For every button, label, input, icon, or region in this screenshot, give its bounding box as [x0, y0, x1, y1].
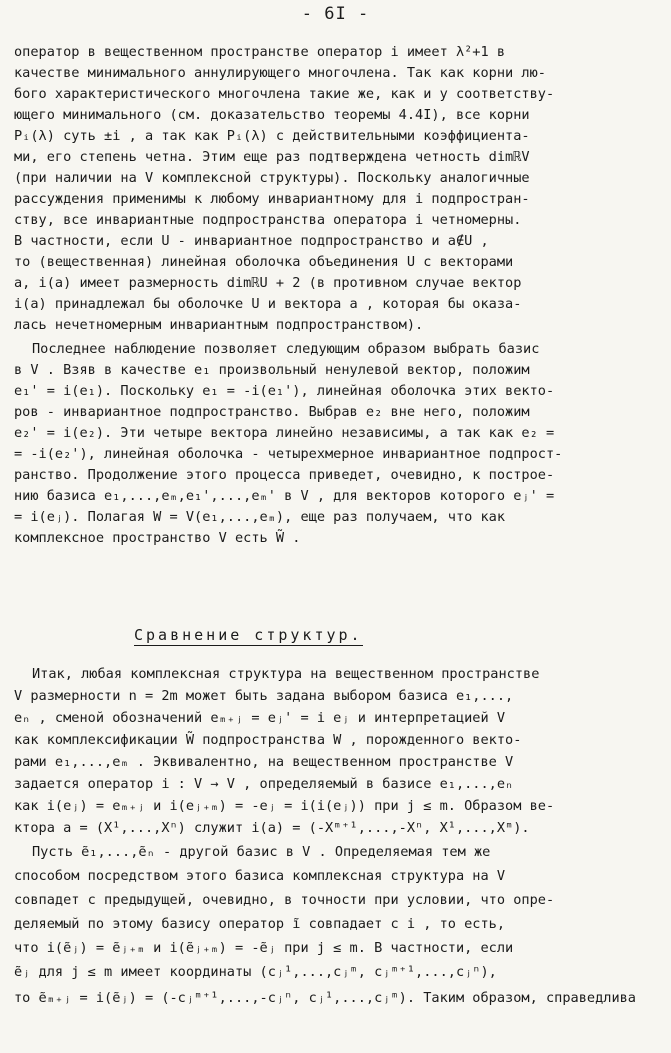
text-line: В частности, если U - инвариантное подпространство и a∉U ,: [14, 233, 489, 249]
text-line: Пусть ẽ₁,...,ẽₙ - другой базис в V . Определяемая тем же: [32, 844, 491, 860]
text-line: a, i(a) имеет размерность dimℝU + 2 (в противном случае вектор: [14, 275, 522, 291]
text-line: ров - инвариантное подпространство. Выбрав e₂ вне него, положим: [14, 404, 530, 420]
text-line: деляемый по этому базису оператор ĩ совпадает с i , то есть,: [14, 916, 506, 932]
text-line: (при наличии на V комплексной структуры). Поскольку аналогичные: [14, 170, 530, 186]
text-line: Итак, любая комплексная структура на вещественном пространстве: [32, 666, 540, 682]
text-line: e₂' = i(e₂). Эти четыре вектора линейно независимы, а так как e₂ =: [14, 425, 555, 441]
text-line: ющего минимального (см. доказательство теоремы 4.4I), все корни: [14, 107, 530, 123]
text-line: ству, все инвариантные подпространства оператора i четномерны.: [14, 212, 522, 228]
text-line: = -i(e₂'), линейная оболочка - четырехмерное инвариантное подпрост-: [14, 446, 563, 462]
text-line: рами e₁,...,eₘ . Эквивалентно, на вещественном пространстве V: [14, 754, 514, 770]
text-line: ми, его степень четна. Этим еще раз подтверждена четность dimℝV: [14, 149, 530, 165]
text-line: совпадет с предыдущей, очевидно, в точности при условии, что опре-: [14, 892, 555, 908]
text-line: eₙ , сменой обозначений eₘ₊ⱼ = eⱼ' = i eⱼ и интерпретацией V: [14, 710, 506, 726]
text-line: V размерности n = 2m может быть задана выбором базиса e₁,...,: [14, 688, 514, 704]
page-number: - 6I -: [301, 4, 370, 24]
text-line: ẽⱼ для j ≤ m имеет координаты (cⱼ¹,...,cⱼᵐ, cⱼᵐ⁺¹,...,cⱼⁿ),: [14, 964, 497, 980]
text-line: то (вещественная) линейная оболочка объединения U с векторами: [14, 254, 514, 270]
text-line: что i(ẽⱼ) = ẽⱼ₊ₘ и i(ẽⱼ₊ₘ) = -ẽⱼ при j ≤ m. В частности, если: [14, 940, 514, 956]
text-line: нию базиса e₁,...,eₘ,e₁',...,eₘ' в V , для векторов которого eⱼ' =: [14, 488, 555, 504]
text-line: в V . Взяв в качестве e₁ произвольный ненулевой вектор, положим: [14, 362, 530, 378]
text-line: лась нечетномерным инвариантным подпространством).: [14, 317, 424, 333]
text-line: ктора a = (X¹,...,Xⁿ) служит i(a) = (-Xᵐ⁺¹,...,-Xⁿ, X¹,...,Xᵐ).: [14, 820, 530, 836]
text-line: e₁' = i(e₁). Поскольку e₁ = -i(e₁'), линейная оболочка этих векто-: [14, 383, 555, 399]
text-line: Последнее наблюдение позволяет следующим образом выбрать базис: [32, 341, 540, 357]
text-line: качестве минимального аннулирующего многочлена. Так как корни лю-: [14, 65, 546, 81]
text-line: i(a) принадлежал бы оболочке U и вектора a , которая бы оказа-: [14, 296, 522, 312]
text-line: то ẽₘ₊ⱼ = i(ẽⱼ) = (-cⱼᵐ⁺¹,...,-cⱼⁿ, cⱼ¹,...,cⱼᵐ). Таким образом, справедлива: [14, 990, 636, 1006]
text-line: рассуждения применимы к любому инвариантному для i подпростран-: [14, 191, 530, 207]
text-line: задается оператор i : V → V , определяемый в базисе e₁,...,eₙ: [14, 776, 514, 792]
text-line: как комплексификации W̃ подпространства W , порожденного векто-: [14, 732, 522, 748]
text-line: = i(eⱼ). Полагая W = V(e₁,...,eₘ), еще раз получаем, что как: [14, 509, 506, 525]
text-line: комплексное пространство V есть W̃ .: [14, 530, 301, 546]
text-line: оператор в вещественном пространстве оператор i имеет λ²+1 в: [14, 44, 506, 60]
text-line: бого характеристического многочлена такие же, как и у соответству-: [14, 86, 555, 102]
text-line: как i(eⱼ) = eₘ₊ⱼ и i(eⱼ₊ₘ) = -eⱼ = i(i(eⱼ)) при j ≤ m. Образом ве-: [14, 798, 555, 814]
section-heading: Сравнение структур.: [134, 626, 363, 644]
text-line: способом посредством этого базиса комплексная структура на V: [14, 868, 506, 884]
text-line: ранство. Продолжение этого процесса приведет, очевидно, к построе-: [14, 467, 555, 483]
text-line: Pᵢ(λ) суть ±i , а так как Pᵢ(λ) с действительными коэффициента-: [14, 128, 530, 144]
